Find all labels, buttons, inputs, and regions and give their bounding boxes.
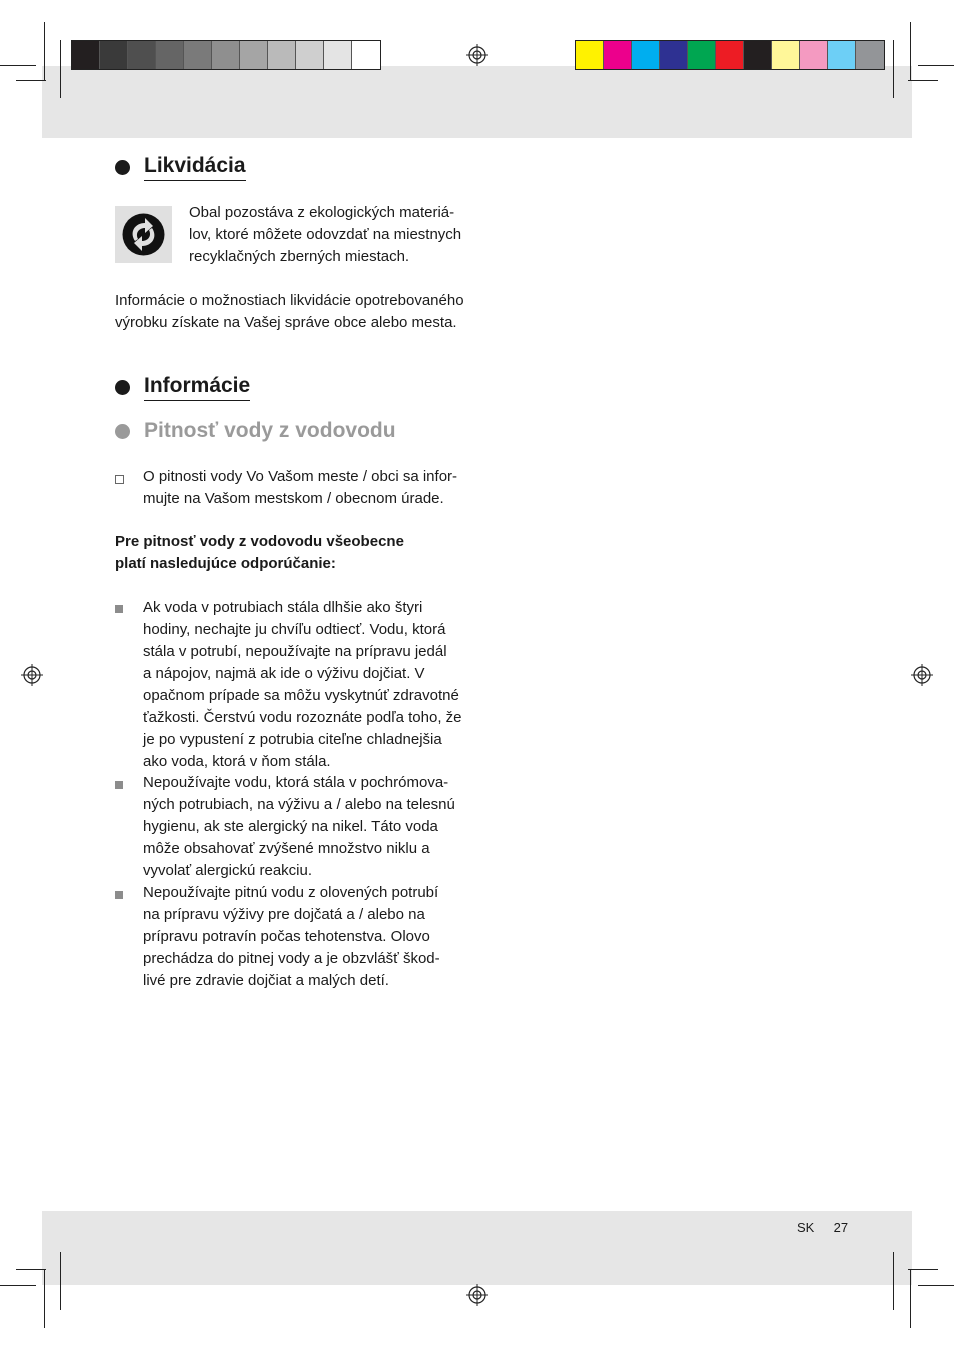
text-line: Informácie o možnostiach likvidácie opotrebovaného bbox=[115, 292, 464, 309]
color-swatch bbox=[576, 41, 604, 69]
registration-mark-icon bbox=[466, 1284, 488, 1306]
process-color-bar bbox=[575, 40, 885, 70]
text-line: platí nasledujúce odporúčanie: bbox=[115, 555, 336, 572]
registration-mark-icon bbox=[21, 664, 43, 686]
subheading-bullet-icon bbox=[115, 424, 130, 439]
subheading-drinking-water bbox=[115, 419, 396, 443]
green-dot-recycle-icon bbox=[115, 206, 172, 263]
color-swatch bbox=[100, 41, 128, 69]
crop-mark bbox=[0, 65, 36, 66]
color-swatch bbox=[744, 41, 772, 69]
color-swatch bbox=[268, 41, 296, 69]
subheading-text: Pitnosť vody z vodovodu bbox=[144, 419, 396, 442]
gray-color-bar bbox=[71, 40, 381, 70]
crop-mark bbox=[918, 1285, 954, 1286]
color-swatch bbox=[828, 41, 856, 69]
heading-bullet-icon bbox=[115, 160, 130, 175]
registration-mark-icon bbox=[466, 44, 488, 66]
text-line: ných potrubiach, na výživu a / alebo na telesnú bbox=[143, 796, 455, 813]
color-swatch bbox=[324, 41, 352, 69]
text-line: Obal pozostáva z ekologických materiá- bbox=[189, 204, 455, 221]
text-line: hodiny, nechajte ju chvíľu odtiecť. Vodu, ktorá bbox=[143, 621, 446, 638]
heading-disposal bbox=[115, 154, 246, 181]
color-swatch bbox=[240, 41, 268, 69]
crop-mark bbox=[910, 1270, 911, 1328]
text-line: ťažkosti. Čerstvú vodu rozoznáte podľa toho, že bbox=[143, 709, 462, 726]
square-bullet-icon bbox=[115, 781, 123, 789]
color-swatch bbox=[716, 41, 744, 69]
text-line: ako voda, ktorá v ňom stála. bbox=[143, 753, 331, 770]
list-item bbox=[143, 882, 440, 992]
crop-mark bbox=[16, 80, 46, 81]
note-paragraph bbox=[143, 466, 457, 510]
crop-mark bbox=[16, 1269, 46, 1270]
crop-mark bbox=[893, 40, 894, 98]
text-line: mujte na Vašom mestskom / obecnom úrade. bbox=[143, 490, 444, 507]
list-item bbox=[143, 772, 455, 882]
packaging-paragraph bbox=[189, 202, 461, 268]
heading-information bbox=[115, 374, 250, 401]
heading-bullet-icon bbox=[115, 380, 130, 395]
text-line: prípravu potravín počas tehotenstva. Olovo bbox=[143, 928, 430, 945]
color-swatch bbox=[688, 41, 716, 69]
crop-mark bbox=[918, 65, 954, 66]
text-line: vyvolať alergickú reakciu. bbox=[143, 862, 313, 879]
color-swatch bbox=[128, 41, 156, 69]
page-footer bbox=[797, 1220, 848, 1235]
crop-mark bbox=[908, 1269, 938, 1270]
text-line: je po vypustení z potrubia citeľne chladnejšia bbox=[143, 731, 442, 748]
page-number: 27 bbox=[833, 1220, 849, 1235]
color-swatch bbox=[772, 41, 800, 69]
text-line: Ak voda v potrubiach stála dlhšie ako štyri bbox=[143, 599, 423, 616]
footer-band bbox=[42, 1211, 912, 1285]
crop-mark bbox=[910, 22, 911, 80]
list-item bbox=[143, 597, 462, 773]
color-swatch bbox=[156, 41, 184, 69]
text-line: recyklačných zberných miestach. bbox=[189, 248, 410, 265]
disposal-info-paragraph bbox=[115, 290, 464, 334]
text-line: O pitnosti vody Vo Vašom meste / obci sa infor- bbox=[143, 468, 458, 485]
square-bullet-icon bbox=[115, 891, 123, 899]
text-line: opačnom prípade sa môžu vyskytnúť zdravotné bbox=[143, 687, 459, 704]
header-band bbox=[42, 66, 912, 138]
color-swatch bbox=[632, 41, 660, 69]
text-line: na prípravu výživy pre dojčatá a / alebo na bbox=[143, 906, 425, 923]
text-line: hygienu, ak ste alergický na nikel. Táto voda bbox=[143, 818, 438, 835]
text-line: Pre pitnosť vody z vodovodu všeobecne bbox=[115, 533, 404, 550]
color-swatch bbox=[212, 41, 240, 69]
registration-mark-icon bbox=[911, 664, 933, 686]
text-line: lov, ktoré môžete odovzdať na miestnych bbox=[189, 226, 462, 243]
crop-mark bbox=[908, 80, 938, 81]
heading-information-text: Informácie bbox=[144, 374, 250, 401]
text-line: livé pre zdravie dojčiat a malých detí. bbox=[143, 972, 389, 989]
text-line: a nápojov, najmä ak ide o výživu dojčiat. V bbox=[143, 665, 425, 682]
recommendation-heading bbox=[115, 531, 404, 575]
crop-mark bbox=[44, 1270, 45, 1328]
color-swatch bbox=[184, 41, 212, 69]
square-bullet-icon bbox=[115, 605, 123, 613]
crop-mark bbox=[893, 1252, 894, 1310]
text-line: Nepoužívajte pitnú vodu z olovených potrubí bbox=[143, 884, 439, 901]
text-line: prechádza do pitnej vody a je obzvlášť škod- bbox=[143, 950, 440, 967]
heading-disposal-text: Likvidácia bbox=[144, 154, 246, 181]
crop-mark bbox=[44, 22, 45, 80]
text-line: stála v potrubí, nepoužívajte na prípravu jedál bbox=[143, 643, 447, 660]
color-swatch bbox=[856, 41, 884, 69]
crop-mark bbox=[60, 40, 61, 98]
text-line: výrobku získate na Vašej správe obce alebo mesta. bbox=[115, 314, 457, 331]
color-swatch bbox=[660, 41, 688, 69]
color-swatch bbox=[604, 41, 632, 69]
crop-mark bbox=[60, 1252, 61, 1310]
text-line: Nepoužívajte vodu, ktorá stála v pochrómova- bbox=[143, 774, 449, 791]
color-swatch bbox=[296, 41, 324, 69]
text-line: môže obsahovať zvýšené množstvo niklu a bbox=[143, 840, 430, 857]
color-swatch bbox=[352, 41, 380, 69]
color-swatch bbox=[72, 41, 100, 69]
crop-mark bbox=[0, 1285, 36, 1286]
checkbox-bullet-icon bbox=[115, 475, 124, 484]
color-swatch bbox=[800, 41, 828, 69]
language-code: SK bbox=[797, 1220, 815, 1235]
